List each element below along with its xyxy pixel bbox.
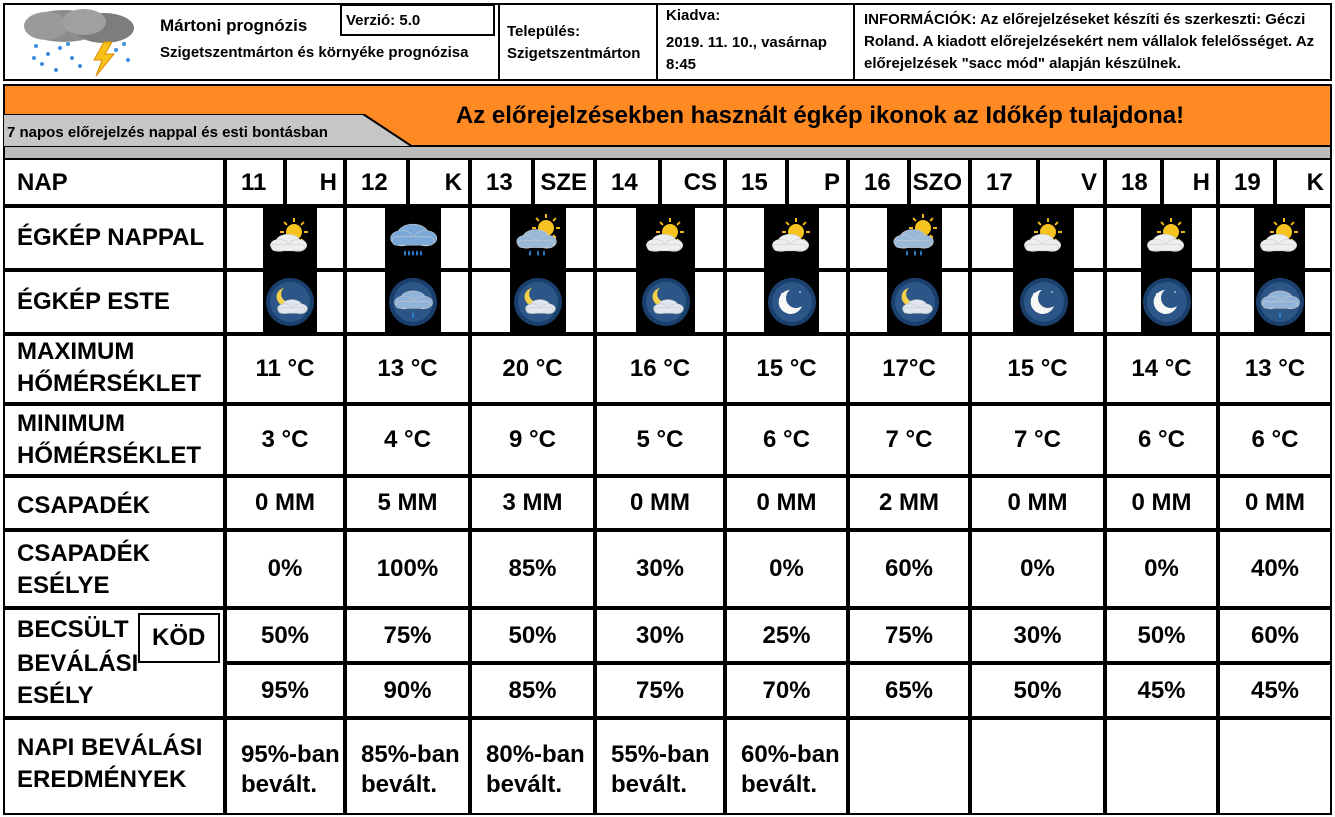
max-temp: 13 °C: [1244, 355, 1306, 382]
day-sky-cell: [848, 206, 970, 270]
night-sky-cell: [595, 270, 725, 334]
partly-cloudy-night-icon: [262, 278, 318, 326]
tmax-label-line1: MAXIMUM: [17, 338, 135, 365]
accuracy-estimate-cell: [1218, 663, 1332, 718]
precip-chance: 60%: [884, 555, 934, 582]
precip-amount: 3 MM: [502, 489, 563, 516]
accuracy-estimate: 75%: [635, 676, 685, 704]
fog-estimate-cell: [470, 608, 595, 663]
estimate-label-line3: ESÉLY: [17, 682, 94, 709]
fog-estimate: 50%: [1137, 621, 1186, 649]
sun-cloud-rain-icon: [510, 214, 566, 262]
min-temp: 6 °C: [763, 426, 810, 453]
daily-result-cell: [225, 718, 345, 815]
day-of-week: CS: [683, 169, 717, 196]
accuracy-estimate-cell: [848, 663, 970, 718]
rain-cloud-night-icon: [1252, 278, 1308, 326]
max-temp: 17°C: [882, 355, 936, 382]
accuracy-estimate-cell: [225, 663, 345, 718]
night-sky-cell: [725, 270, 848, 334]
day-number: 14: [611, 169, 638, 196]
rain-cloud-night-icon: [385, 278, 441, 326]
accuracy-estimate-cell: [470, 663, 595, 718]
night-sky-cell: [470, 270, 595, 334]
tmin-label-line2: HŐMÉRSÉKLET: [17, 442, 202, 469]
precip-chance-cell: [1218, 530, 1332, 608]
precip-amount-cell: [345, 476, 470, 530]
fog-estimate-cell: [595, 608, 725, 663]
precip-amount: 0 MM: [1131, 489, 1192, 516]
day-number-cell: [970, 158, 1038, 206]
issued-time: 8:45: [666, 56, 697, 73]
fog-estimate-cell: [725, 608, 848, 663]
night-sky-cell: [1105, 270, 1218, 334]
day-sky-cell: [970, 206, 1105, 270]
min-temp-cell: [970, 404, 1105, 476]
max-temp: 13 °C: [377, 355, 438, 382]
daily-result-cell: [725, 718, 848, 815]
min-temp: 6 °C: [1251, 426, 1299, 453]
day-of-week-cell: [660, 158, 725, 206]
storm-cloud-logo-icon: [6, 4, 151, 78]
day-number: 18: [1121, 169, 1148, 196]
location-box: [498, 3, 658, 81]
precip-amount-cell: [970, 476, 1105, 530]
clear-night-moon-icon: [1016, 278, 1072, 326]
day-of-week-cell: [1162, 158, 1218, 206]
day-sky-cell: [470, 206, 595, 270]
precip-chance-cell: [1105, 530, 1218, 608]
fog-estimate: 60%: [1250, 621, 1300, 649]
max-temp: 20 °C: [502, 355, 563, 382]
estimate-label-line1: BECSÜLT: [17, 616, 129, 643]
day-sky-cell: [345, 206, 470, 270]
precip-amount: 0 MM: [1245, 489, 1305, 516]
precip-chance: 100%: [376, 555, 439, 582]
precip-amount-cell: [1105, 476, 1218, 530]
precip-amount: 0 MM: [255, 489, 315, 516]
max-temp: 15 °C: [1007, 355, 1068, 382]
row-label-night-sky: [3, 270, 225, 334]
fog-estimate: 50%: [508, 621, 557, 649]
day-number-cell: [595, 158, 660, 206]
daily-result-cell: [970, 718, 1105, 815]
night-sky-cell: [345, 270, 470, 334]
partly-cloudy-sun-icon: [1016, 214, 1072, 262]
min-temp: 4 °C: [384, 426, 431, 453]
day-number: 13: [486, 169, 513, 196]
fog-estimate: 30%: [635, 621, 685, 649]
accuracy-estimate: 65%: [884, 676, 934, 704]
partly-cloudy-sun-icon: [764, 214, 820, 262]
chance-label-line1: CSAPADÉK: [17, 540, 150, 567]
daily-result-line2: bevált.: [241, 771, 318, 798]
precip-amount: 2 MM: [879, 489, 939, 516]
day-of-week: V: [1080, 169, 1097, 196]
version-box: [340, 4, 495, 36]
daily-result-line1: 60%-ban: [741, 741, 840, 768]
day-number-cell: [470, 158, 533, 206]
row-label-results: [3, 718, 225, 815]
day-number: 17: [986, 169, 1013, 196]
day-number-cell: [1218, 158, 1275, 206]
night-sky-cell: [225, 270, 345, 334]
version-label: Verzió: 5.0: [346, 12, 421, 29]
precip-chance: 0%: [1020, 555, 1055, 582]
precip-amount: 5 MM: [377, 489, 438, 516]
issued-date: 2019. 11. 10., vasárnap: [666, 34, 827, 51]
fog-estimate: 75%: [884, 621, 934, 649]
day-of-week-cell: [285, 158, 345, 206]
precip-amount-cell: [848, 476, 970, 530]
min-temp-cell: [345, 404, 470, 476]
min-temp-cell: [848, 404, 970, 476]
max-temp-cell: [345, 334, 470, 404]
results-label-line2: EREDMÉNYEK: [17, 766, 187, 793]
info-text: INFORMÁCIÓK: Az előrejelzéseket készíti és szerkeszti: Géczi Roland. A kiadott előrejelzésekért nem vállalok felelősséget. Az előrejelzések "sacc mód" alapján készülnek.: [864, 11, 1315, 72]
max-temp-cell: [725, 334, 848, 404]
daily-result-line1: 85%-ban: [361, 741, 460, 768]
fog-subbox: [138, 613, 220, 663]
max-temp-cell: [595, 334, 725, 404]
precip-amount: 0 MM: [1007, 489, 1068, 516]
precip-chance-cell: [345, 530, 470, 608]
daily-result-cell: [848, 718, 970, 815]
accuracy-estimate-cell: [1105, 663, 1218, 718]
forecast-tab-label: 7 napos előrejelzés nappal és esti bontásban: [7, 124, 328, 141]
fog-label: KÖD: [152, 624, 206, 651]
max-temp: 16 °C: [629, 355, 691, 382]
min-temp: 7 °C: [885, 426, 933, 453]
max-temp: 14 °C: [1131, 355, 1192, 382]
min-temp-cell: [470, 404, 595, 476]
partly-cloudy-sun-icon: [638, 214, 694, 262]
precip-chance: 40%: [1250, 555, 1300, 582]
accuracy-estimate: 90%: [383, 676, 432, 704]
row-label-chance: [3, 530, 225, 608]
max-temp-cell: [848, 334, 970, 404]
day-of-week-cell: [1038, 158, 1105, 206]
precip-chance: 30%: [635, 555, 685, 582]
precip-amount-cell: [225, 476, 345, 530]
results-label-line1: NAPI BEVÁLÁSI: [17, 734, 203, 761]
accuracy-estimate-cell: [345, 663, 470, 718]
day-number-cell: [725, 158, 787, 206]
accuracy-estimate: 45%: [1250, 676, 1300, 704]
estimate-label-line2: BEVÁLÁSI: [17, 650, 139, 677]
fog-estimate: 25%: [762, 621, 811, 649]
issued-label: Kiadva:: [666, 7, 721, 24]
accuracy-estimate-cell: [970, 663, 1105, 718]
accuracy-estimate: 50%: [1013, 676, 1062, 704]
row-label-day-sky: [3, 206, 225, 270]
precip-chance-cell: [725, 530, 848, 608]
day-of-week: K: [1306, 169, 1324, 196]
min-temp-cell: [1105, 404, 1218, 476]
daily-result-line1: 95%-ban: [241, 741, 340, 768]
forecast-tab: [3, 114, 463, 147]
day-of-week: P: [823, 169, 840, 196]
day-of-week: H: [1192, 169, 1210, 196]
clear-night-moon-icon: [764, 278, 820, 326]
day-number-cell: [345, 158, 408, 206]
banner-notice: Az előrejelzésekben használt égkép ikonok az Időkép tulajdona!: [455, 102, 1185, 129]
day-number-cell: [848, 158, 909, 206]
day-of-week: H: [319, 169, 337, 196]
daily-result-cell: [1218, 718, 1332, 815]
accuracy-estimate-cell: [725, 663, 848, 718]
day-number-cell: [1105, 158, 1162, 206]
night-sky-label: ÉGKÉP ESTE: [17, 288, 170, 315]
precip-chance: 0%: [769, 555, 804, 582]
min-temp: 5 °C: [636, 426, 684, 453]
precip-chance-cell: [225, 530, 345, 608]
max-temp: 15 °C: [756, 355, 817, 382]
min-temp-cell: [595, 404, 725, 476]
partly-cloudy-night-icon: [510, 278, 566, 326]
min-temp-cell: [725, 404, 848, 476]
fog-estimate: 30%: [1013, 621, 1062, 649]
day-of-week: K: [444, 169, 462, 196]
precip-chance-cell: [595, 530, 725, 608]
day-sky-cell: [595, 206, 725, 270]
accuracy-estimate: 70%: [762, 676, 811, 704]
max-temp-cell: [1105, 334, 1218, 404]
accuracy-estimate: 95%: [260, 676, 310, 704]
day-number: 19: [1234, 169, 1261, 196]
fog-estimate-cell: [970, 608, 1105, 663]
precip-amount-cell: [725, 476, 848, 530]
min-temp-cell: [225, 404, 345, 476]
day-of-week-cell: [787, 158, 848, 206]
tmax-label-line2: HŐMÉRSÉKLET: [17, 370, 202, 397]
issued-box: [660, 3, 855, 81]
partly-cloudy-night-icon: [887, 278, 943, 326]
precip-amount: 0 MM: [630, 489, 690, 516]
fog-estimate-cell: [225, 608, 345, 663]
night-sky-cell: [970, 270, 1105, 334]
day-number: 16: [864, 169, 891, 196]
precip-amount: 0 MM: [756, 489, 817, 516]
day-number: 15: [741, 169, 768, 196]
precip-chance-cell: [470, 530, 595, 608]
day-sky-cell: [1105, 206, 1218, 270]
day-number: 12: [361, 169, 388, 196]
daily-result-line2: bevált.: [486, 771, 563, 798]
precip-chance: 0%: [1144, 555, 1179, 582]
min-temp-cell: [1218, 404, 1332, 476]
precip-amount-cell: [595, 476, 725, 530]
day-of-week-cell: [533, 158, 595, 206]
min-temp: 3 °C: [261, 426, 309, 453]
fog-estimate: 75%: [383, 621, 432, 649]
row-label-tmin: [3, 404, 225, 476]
day-of-week-cell: [1275, 158, 1332, 206]
max-temp-cell: [970, 334, 1105, 404]
min-temp: 9 °C: [509, 426, 556, 453]
daily-result-line1: 55%-ban: [611, 741, 710, 768]
accuracy-estimate: 85%: [508, 676, 557, 704]
min-temp: 6 °C: [1138, 426, 1185, 453]
max-temp-cell: [470, 334, 595, 404]
row-label-precip: [3, 476, 225, 530]
day-of-week-cell: [909, 158, 970, 206]
accuracy-estimate: 45%: [1137, 676, 1186, 704]
max-temp-cell: [225, 334, 345, 404]
daily-result-line1: 80%-ban: [486, 741, 585, 768]
precip-amount-cell: [470, 476, 595, 530]
day-of-week: SZO: [912, 169, 962, 196]
max-temp: 11 °C: [255, 355, 315, 382]
partly-cloudy-sun-icon: [1139, 214, 1195, 262]
partly-cloudy-sun-icon: [1252, 214, 1308, 262]
sun-cloud-rain-icon: [887, 214, 943, 262]
app-subtitle: Szigetszentmárton és környéke prognózisa: [160, 44, 469, 61]
day-of-week-cell: [408, 158, 470, 206]
daily-result-line2: bevált.: [361, 771, 438, 798]
nap-label: NAP: [17, 169, 68, 196]
fog-estimate-cell: [1218, 608, 1332, 663]
precip-chance: 85%: [508, 555, 557, 582]
accuracy-estimate-cell: [595, 663, 725, 718]
grey-divider: [3, 147, 1332, 158]
precip-chance: 0%: [267, 555, 303, 582]
clear-night-moon-icon: [1139, 278, 1195, 326]
day-sky-label: ÉGKÉP NAPPAL: [17, 224, 205, 251]
fog-estimate-cell: [1105, 608, 1218, 663]
fog-estimate-cell: [345, 608, 470, 663]
precip-chance-cell: [970, 530, 1105, 608]
min-temp: 7 °C: [1014, 426, 1061, 453]
daily-result-cell: [470, 718, 595, 815]
precip-amount-cell: [1218, 476, 1332, 530]
partly-cloudy-night-icon: [638, 278, 694, 326]
max-temp-cell: [1218, 334, 1332, 404]
daily-result-cell: [1105, 718, 1218, 815]
precip-label: CSAPADÉK: [17, 492, 150, 519]
daily-result-line2: bevált.: [611, 771, 688, 798]
partly-cloudy-sun-icon: [262, 214, 318, 262]
rain-cloud-icon: [385, 214, 441, 262]
app-title: Mártoni prognózis: [160, 16, 308, 35]
day-of-week: SZE: [540, 169, 587, 196]
chance-label-line2: ESÉLYE: [17, 572, 110, 599]
day-sky-cell: [725, 206, 848, 270]
fog-estimate-cell: [848, 608, 970, 663]
daily-result-cell: [345, 718, 470, 815]
day-number-cell: [225, 158, 285, 206]
day-sky-cell: [1218, 206, 1332, 270]
row-label-nap: [3, 158, 225, 206]
daily-result-line2: bevált.: [741, 771, 818, 798]
row-label-tmax: [3, 334, 225, 404]
fog-estimate: 50%: [260, 621, 310, 649]
day-number: 11: [241, 169, 267, 196]
tmin-label-line1: MINIMUM: [17, 410, 125, 437]
location-label: Település:: [507, 23, 581, 40]
night-sky-cell: [1218, 270, 1332, 334]
night-sky-cell: [848, 270, 970, 334]
location-value: Szigetszentmárton: [507, 45, 641, 62]
daily-result-cell: [595, 718, 725, 815]
precip-chance-cell: [848, 530, 970, 608]
day-sky-cell: [225, 206, 345, 270]
